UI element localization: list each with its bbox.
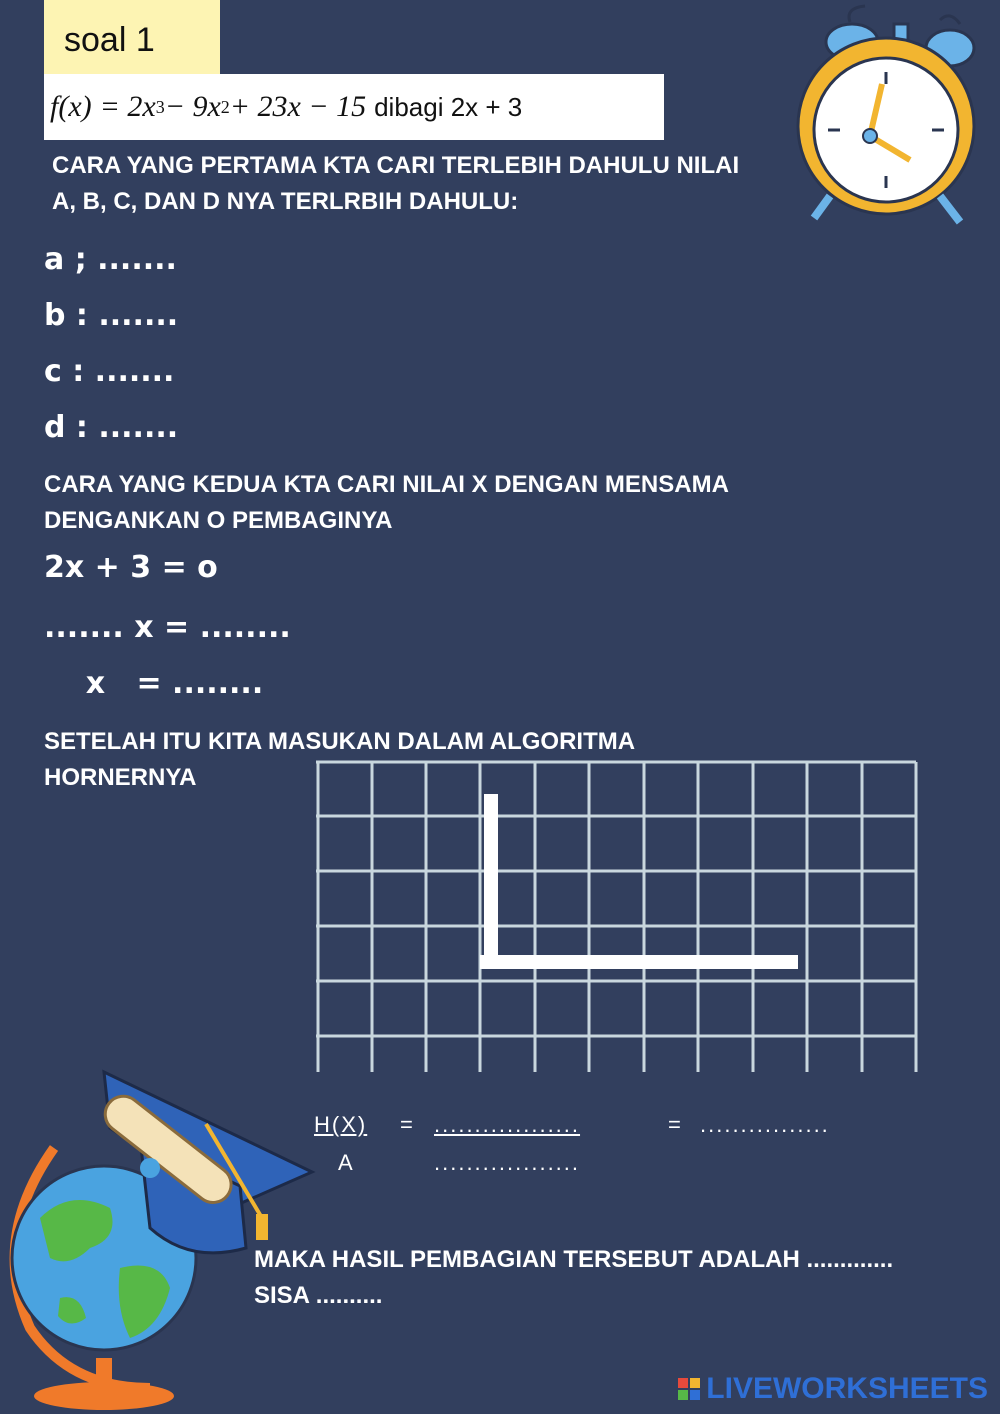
hx-blank-1-text: ..................	[434, 1112, 581, 1137]
step3-line2: HORNERNYA	[44, 764, 197, 791]
step1-heading	[52, 148, 739, 220]
result-line1: MAKA HASIL PEMBAGIAN TERSEBUT ADALAH .............	[254, 1246, 894, 1273]
liveworksheets-logo-icon	[678, 1378, 700, 1400]
horner-grid	[316, 760, 920, 1074]
step2-line2: DENGANKAN O PEMBAGINYA	[44, 507, 393, 534]
hx-blank-2: ................	[700, 1112, 830, 1137]
hx-equals-1: =	[400, 1112, 415, 1137]
equation-3: x = ........	[44, 666, 264, 701]
coefficient-a: a ; .......	[44, 242, 177, 277]
formula-term2: − 9x	[164, 90, 221, 123]
globe-graduation-icon	[0, 1068, 320, 1414]
coefficient-b: b : .......	[44, 298, 179, 333]
hx-numerator	[314, 1112, 367, 1138]
formula-term3: + 23x − 15	[229, 90, 367, 123]
hx-blank-1	[434, 1112, 580, 1138]
title-label: soal 1	[64, 21, 155, 59]
formula-term1: = 2x	[99, 90, 156, 123]
formula-exp1: 3	[155, 96, 165, 117]
equation-2: ....... x = ........	[44, 610, 291, 645]
equation-1: 2x + 3 = o	[44, 550, 218, 585]
formula-fx: f(x)	[50, 90, 92, 123]
hx-numerator-text: H(X)	[314, 1112, 368, 1137]
step1-line1: CARA YANG PERTAMA KTA CARI TERLEBIH DAHULU NILAI	[52, 152, 740, 179]
result-line2: SISA ..........	[254, 1282, 383, 1309]
hx-blank-3: ..................	[434, 1150, 581, 1175]
hx-equals-2: =	[668, 1112, 683, 1137]
step2-heading	[44, 467, 729, 539]
coefficient-d: d : .......	[44, 410, 179, 445]
formula-tail: dibagi 2x + 3	[374, 91, 523, 122]
alarm-clock-icon	[790, 0, 990, 240]
step1-line2: A, B, C, DAN D NYA TERLRBIH DAHULU:	[52, 188, 519, 215]
liveworksheets-logo	[678, 1372, 988, 1406]
step2-line1: CARA YANG KEDUA KTA CARI NILAI X DENGAN MENSAMA	[44, 471, 729, 498]
hx-denominator: A	[338, 1150, 355, 1175]
liveworksheets-logo-text: LIVEWORKSHEETS	[706, 1372, 988, 1405]
result-text	[254, 1242, 893, 1314]
title-box	[44, 0, 220, 80]
formula-box	[44, 74, 664, 140]
step3-line1: SETELAH ITU KITA MASUKAN DALAM ALGORITMA	[44, 728, 636, 755]
formula-exp2: 2	[220, 96, 230, 117]
coefficient-c: c : .......	[44, 354, 175, 389]
